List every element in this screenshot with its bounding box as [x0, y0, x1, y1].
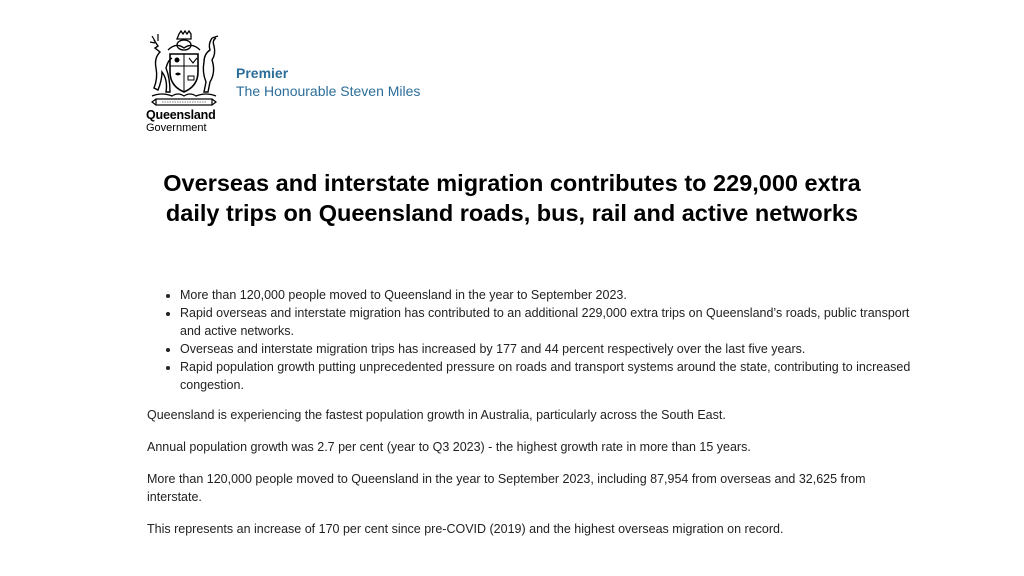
list-item: • Overseas and interstate migration trips has increased by 177 and 44 percent respectively over the last five years. [180, 340, 920, 358]
premier-info [236, 64, 420, 100]
logo-queensland-text: Queensland [146, 108, 216, 122]
logo-government-text: Government [146, 122, 207, 134]
body-paragraph: More than 120,000 people moved to Queensland in the year to September 2023, including 87,954 from overseas and 32,625 from interstate. [147, 472, 866, 504]
queensland-government-logo [146, 30, 224, 134]
header [146, 30, 420, 134]
body-paragraph: This represents an increase of 170 per cent since pre-COVID (2019) and the highest overseas migration on record. [147, 522, 784, 536]
premier-role: Premier [236, 65, 289, 81]
body-paragraph: Queensland is experiencing the fastest population growth in Australia, particularly across the South East. [147, 408, 726, 422]
list-item: • Rapid population growth putting unprecedented pressure on roads and transport systems around the state, contributing to increased congestion. [180, 358, 920, 394]
queensland-coat-of-arms-icon [146, 30, 222, 110]
list-item: • Rapid overseas and interstate migration has contributed to an additional 229,000 extra trips on Queensland’s roads, public transport and active networks. [180, 304, 920, 340]
page-title: Overseas and interstate migration contributes to 229,000 extra daily trips on Queensland roads, bus, rail and active networks [163, 170, 861, 226]
body-paragraph: Annual population growth was 2.7 per cent (year to Q3 2023) - the highest growth rate in more than 15 years. [147, 440, 751, 454]
key-points-list [147, 286, 920, 394]
premier-name: The Honourable Steven Miles [236, 83, 421, 99]
list-item: • More than 120,000 people moved to Queensland in the year to September 2023. [180, 286, 920, 304]
